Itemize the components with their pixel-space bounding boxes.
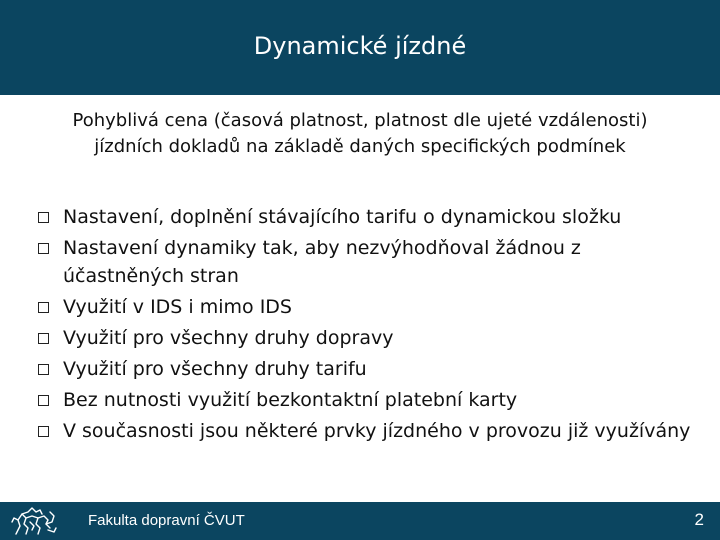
square-bullet-icon xyxy=(38,426,49,437)
bullet-item xyxy=(38,203,698,231)
bullet-text: Využití pro všechny druhy dopravy xyxy=(63,327,394,349)
title-bar xyxy=(0,0,720,95)
bullet-item xyxy=(38,234,698,290)
footer-faculty-name: Fakulta dopravní ČVUT xyxy=(88,512,245,529)
square-bullet-icon xyxy=(38,395,49,406)
square-bullet-icon xyxy=(38,333,49,344)
bullet-item xyxy=(38,386,698,414)
slide-title: Dynamické jízdné xyxy=(253,32,467,60)
square-bullet-icon xyxy=(38,364,49,375)
cvut-lion-logo-icon xyxy=(10,504,58,538)
bullet-text: Využití pro všechny druhy tarifu xyxy=(63,358,367,380)
bullet-text: Využití v IDS i mimo IDS xyxy=(63,296,292,318)
bullet-list xyxy=(38,203,698,448)
bullet-text: Nastavení dynamiky tak, aby nezvýhodňoval žádnou z účastněných stran xyxy=(63,237,581,287)
page-number: 2 xyxy=(694,510,704,529)
square-bullet-icon xyxy=(38,212,49,223)
bullet-item xyxy=(38,355,698,383)
slide-subtitle: Pohyblivá cena (časová platnost, platnost dle ujeté vzdálenosti) jízdních dokladů na základě daných specifických podmínek xyxy=(72,110,648,157)
square-bullet-icon xyxy=(38,243,49,254)
bullet-text: Nastavení, doplnění stávajícího tarifu o dynamickou složku xyxy=(63,206,622,228)
bullet-text: Bez nutnosti využití bezkontaktní platební karty xyxy=(63,389,518,411)
bullet-item xyxy=(38,417,698,445)
bullet-item xyxy=(38,293,698,321)
square-bullet-icon xyxy=(38,302,49,313)
bullet-text: V současnosti jsou některé prvky jízdného v provozu již využívány xyxy=(63,420,691,442)
footer-bar xyxy=(0,502,720,540)
bullet-item xyxy=(38,324,698,352)
